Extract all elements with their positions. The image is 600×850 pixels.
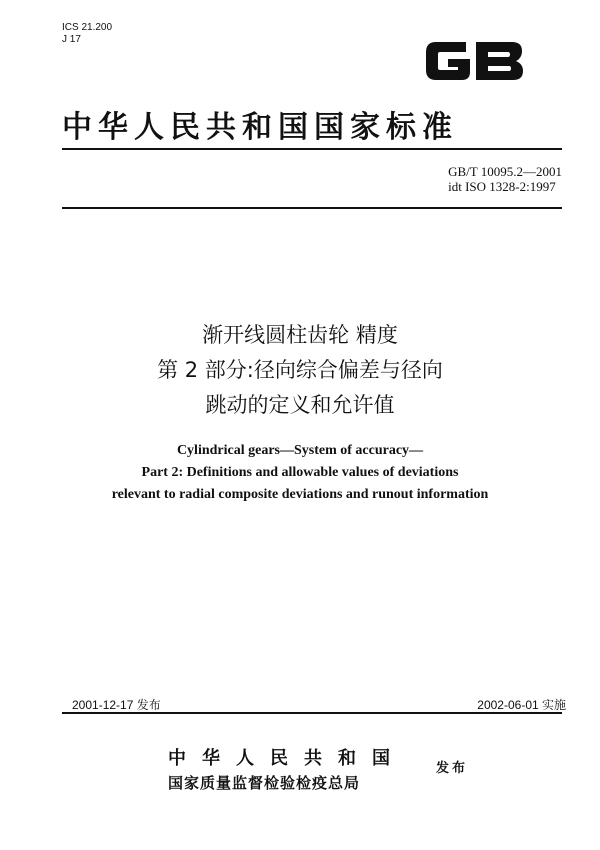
- english-title-line-3: relevant to radial composite deviations and runout information: [111, 487, 489, 502]
- chinese-title-line-1: 渐开线圆柱齿轮 精度: [202, 323, 398, 347]
- chinese-title-line-3: 跳动的定义和允许值: [205, 393, 395, 417]
- issue-date: 2001-12-17 发布: [72, 698, 161, 712]
- chinese-title: [0, 318, 600, 423]
- issuing-authority: [168, 744, 406, 793]
- effective-date: 2002-06-01 实施: [477, 698, 566, 712]
- national-standard-title: 中华人民共和国国家标准: [62, 110, 458, 145]
- footer-divider: [62, 712, 562, 714]
- authority-agency: 国家质量监督检验检疫总局: [168, 774, 361, 792]
- authority-country: 中华人民共和国: [168, 748, 406, 769]
- classification-codes: [62, 22, 112, 46]
- gb-logo: [418, 30, 530, 92]
- ccs-code: J 17: [62, 34, 81, 45]
- english-title-line-2: Part 2: Definitions and allowable values of deviations: [141, 465, 459, 480]
- publish-label: 发布: [436, 761, 469, 776]
- standard-codes: [448, 164, 562, 194]
- ics-code: ICS 21.200: [62, 22, 113, 33]
- english-title-line-1: Cylindrical gears—System of accuracy—: [176, 443, 424, 458]
- chinese-title-line-2: 第 2 部分:径向综合偏差与径向: [157, 358, 443, 382]
- header-divider: [62, 148, 562, 150]
- iso-equivalent: idt ISO 1328-2:1997: [448, 179, 556, 194]
- codes-divider: [62, 207, 562, 209]
- standard-number: GB/T 10095.2—2001: [448, 164, 562, 179]
- english-title: [0, 440, 600, 506]
